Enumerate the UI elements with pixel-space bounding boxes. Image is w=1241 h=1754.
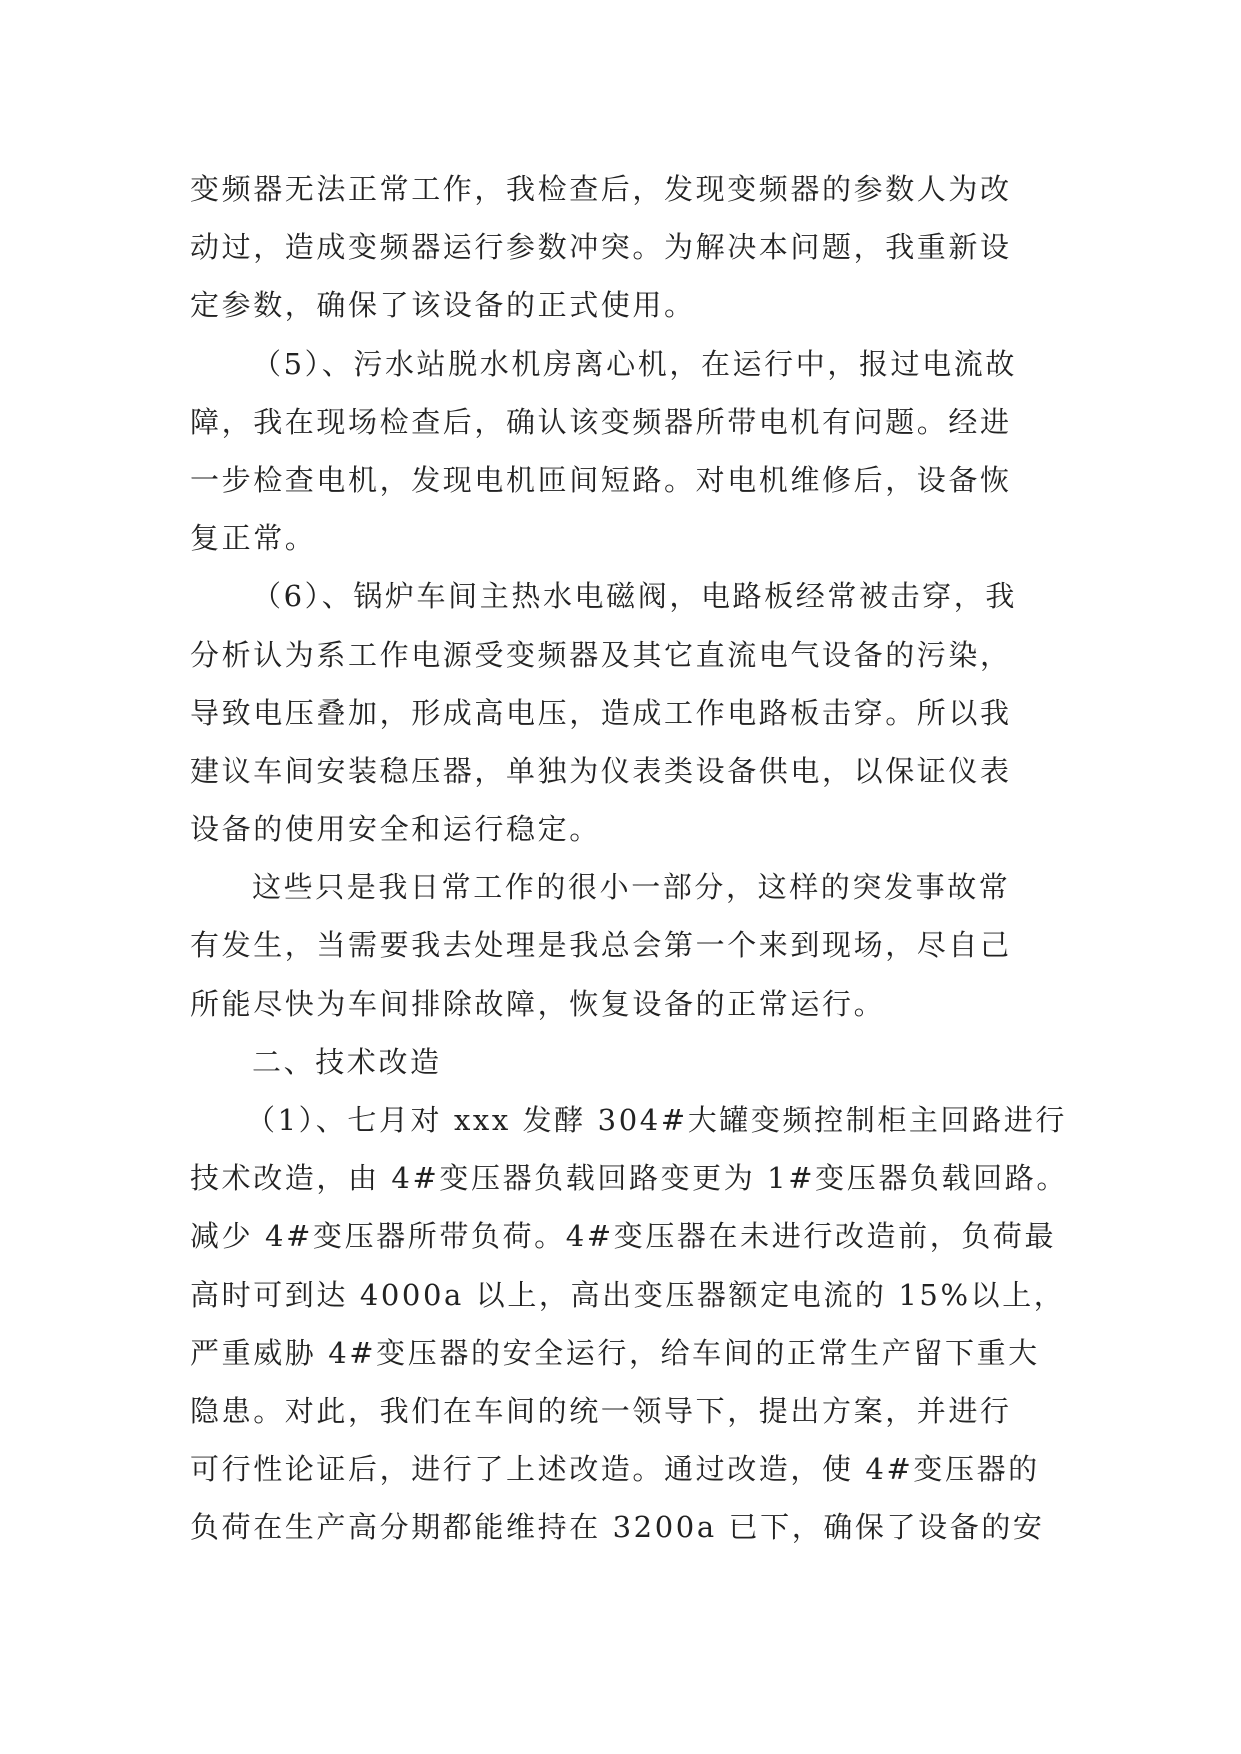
text-line: 有发生，当需要我去处理是我总会第一个来到现场，尽自己 — [190, 928, 1012, 963]
text-line: 动过，造成变频器运行参数冲突。为解决本问题，我重新设 — [190, 230, 1012, 265]
text-line: 变频器无法正常工作，我检查后，发现变频器的参数人为改 — [190, 172, 1012, 206]
text-line: 严重威胁 4#变压器的安全运行，给车间的正常生产留下重大 — [190, 1335, 1040, 1370]
paragraph-start-line: （6）、锅炉车间主热水电磁阀，电路板经常被击穿，我 — [252, 579, 1017, 614]
text-line: 一步检查电机，发现电机匝间短路。对电机维修后，设备恢 — [190, 462, 1012, 497]
text-line: 障，我在现场检查后，确认该变频器所带电机有问题。经进 — [190, 404, 1012, 439]
text-line: 高时可到达 4000a 以上，高出变压器额定电流的 15%以上， — [190, 1277, 1066, 1312]
text-line: 设备的使用安全和运行稳定。 — [190, 812, 601, 847]
paragraph-start-line: （5）、污水站脱水机房离心机，在运行中，报过电流故 — [252, 346, 1017, 381]
text-line: 导致电压叠加，形成高电压，造成工作电路板击穿。所以我 — [190, 695, 1012, 730]
text-line: 减少 4#变压器所带负荷。4#变压器在未进行改造前，负荷最 — [190, 1219, 1057, 1254]
text-line: 技术改造，由 4#变压器负载回路变更为 1#变压器负载回路。 — [190, 1161, 1068, 1196]
body-text — [190, 160, 1068, 1557]
paragraph-start-line: 这些只是我日常工作的很小一部分，这样的突发事故常 — [252, 870, 1011, 905]
paragraph-start-line: （1）、七月对 xxx 发酵 304#大罐变频控制柜主回路进行 — [246, 1103, 1067, 1137]
text-line: 建议车间安装稳压器，单独为仪表类设备供电，以保证仪表 — [190, 753, 1012, 788]
text-line: 复正常。 — [190, 521, 317, 556]
text-line: 隐患。对此，我们在车间的统一领导下，提出方案，并进行 — [190, 1393, 1012, 1428]
text-line: 可行性论证后，进行了上述改造。通过改造，使 4#变压器的 — [190, 1452, 1040, 1487]
text-line: 所能尽快为车间排除故障，恢复设备的正常运行。 — [190, 986, 886, 1021]
text-line: 定参数，确保了该设备的正式使用。 — [190, 288, 696, 323]
text-line: 负荷在生产高分期都能维持在 3200a 已下，确保了设备的安 — [190, 1510, 1045, 1545]
section-heading: 二、技术改造 — [252, 1044, 442, 1079]
text-line: 分析认为系工作电源受变频器及其它直流电气设备的污染， — [190, 637, 1012, 672]
